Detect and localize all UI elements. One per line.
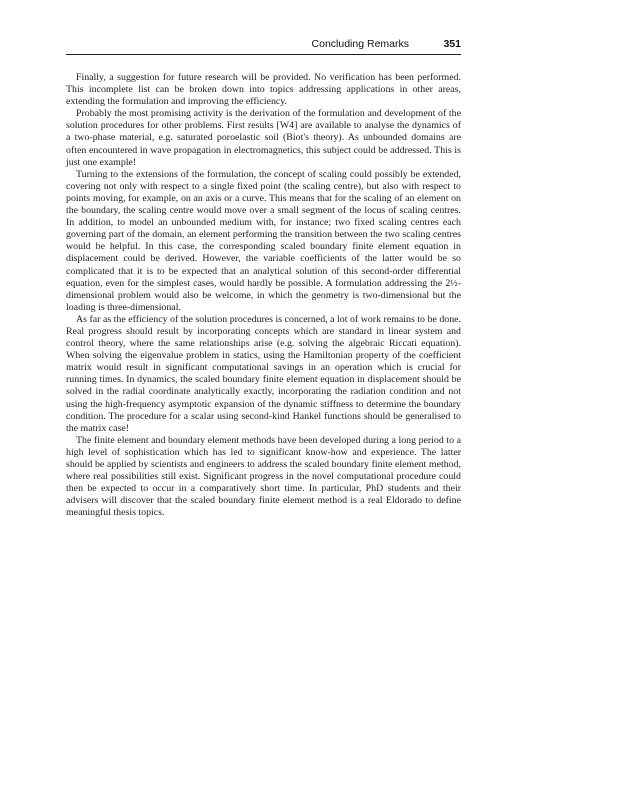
paragraph: Turning to the extensions of the formulation, the concept of scaling could possibly be extended, covering not only with respect to a single fixed point (the scaling centre), but also with respect to points moving, for example, on an axis or a curve. This means that for the scaling of an element on the boundary, the scaling centre would move over a small segment of the locus of scaling centres. In addition, to model an unbounded medium with, for instance; two fixed scaling centres each governing part of the domain, an element performing the transition between the two scaling centres would be helpful. In this case, the corresponding scaled boundary finite element equation in displacement could be derived. However, the variable coefficients of the latter would be so complicated that it is to be expected that an analytical solution of this second-order differential equation, even for the simplest cases, would hardly be possible. A formulation addressing the 2½-dimensional problem would also be welcome, in which the geometry is two-dimensional but the loading is three-dimensional. xyxy=(66,168,461,313)
paragraph: Finally, a suggestion for future research will be provided. No verification has been performed. This incomplete list can be broken down into topics addressing applications in other areas, extending the formulation and improving the efficiency. xyxy=(66,72,461,108)
paragraph: As far as the efficiency of the solution procedures is concerned, a lot of work remains to be done. Real progress should result by incorporating concepts which are standard in linear system and control theory, where the same relationships arise (e.g. solving the algebraic Riccati equation). When solving the eigenvalue problem in statics, using the Hamiltonian property of the coefficient matrix would result in significant computational savings in an operation which is crucial for running times. In dynamics, the scaled boundary finite element equation in displacement should be solved in the radial coordinate analytically exactly, incorporating the radiation condition and not using the high-frequency asymptotic expansion of the dynamic stiffness to determine the boundary condition. The procedure for a scalar using second-kind Hankel functions should be generalised to the matrix case! xyxy=(66,313,461,434)
paragraph: Probably the most promising activity is the derivation of the formulation and development of the solution procedures for other problems. First results [W4] are available to analyse the dynamics of a two-phase material, e.g. saturated poroelastic soil (Biot's theory). As unbounded domains are often encountered in wave propagation in electromagnetics, this subject could be addressed. This is just one example! xyxy=(66,108,461,168)
running-head: Concluding Remarks xyxy=(311,38,409,50)
paragraph: The finite element and boundary element methods have been developed during a long period to a high level of sophistication which has led to significant know-how and experience. The latter should be applied by scientists and engineers to address the scaled boundary finite element method, where real possibilities still exist. Significant progress in the novel computational procedure could then be expected to occur in a comparatively short time. In particular, PhD students and their advisers will discover that the scaled boundary finite element method is a real Eldorado to define meaningful thesis topics. xyxy=(66,434,461,519)
body-text xyxy=(66,72,461,519)
page-header xyxy=(66,38,461,55)
page-number: 351 xyxy=(443,38,461,50)
